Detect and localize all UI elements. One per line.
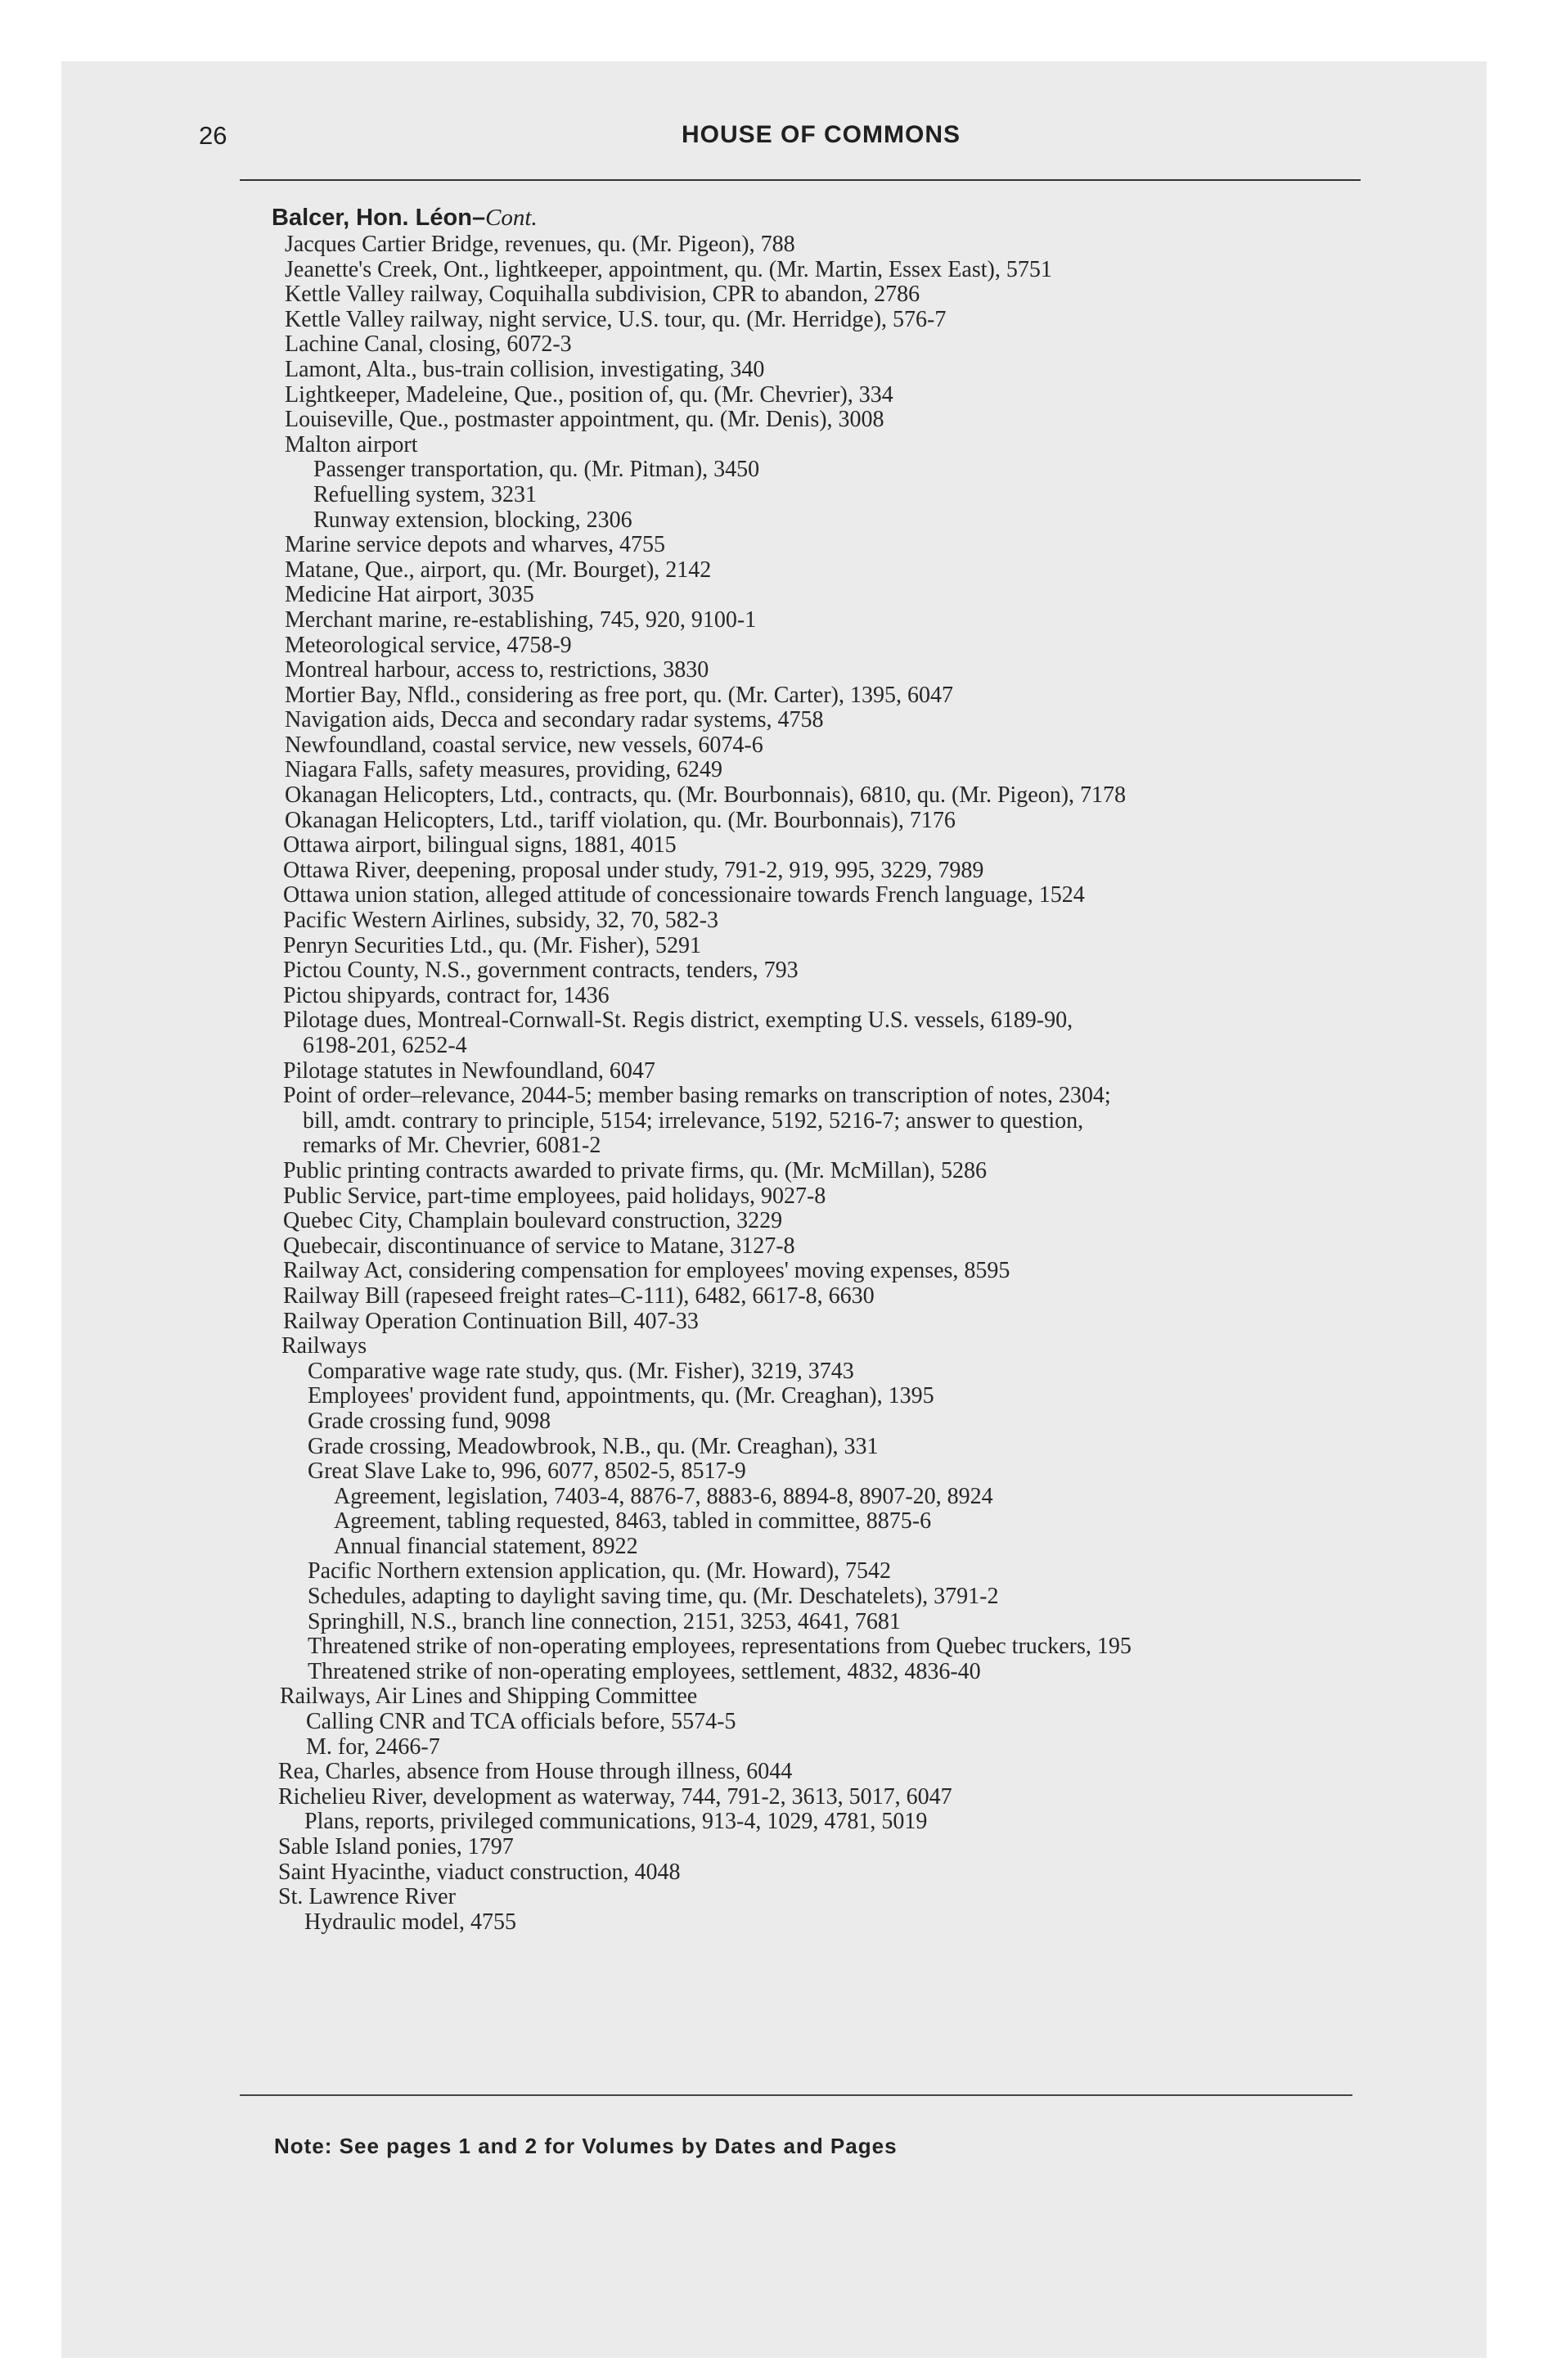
index-entry: Public printing contracts awarded to private firms, qu. (Mr. McMillan), 5286 — [283, 1157, 988, 1183]
index-subentry: Grade crossing, Meadowbrook, N.B., qu. (Mr. Creaghan), 331 — [308, 1433, 879, 1459]
index-entry: Marine service depots and wharves, 4755 — [285, 532, 665, 558]
index-entry: Okanagan Helicopters, Ltd., tariff violation, qu. (Mr. Bourbonnais), 7176 — [285, 807, 956, 833]
index-entry: Kettle Valley railway, Coquihalla subdivision, CPR to abandon, 2786 — [285, 282, 920, 308]
index-entry: St. Lawrence River — [278, 1884, 456, 1910]
index-entry: Okanagan Helicopters, Ltd., contracts, qu. (Mr. Bourbonnais), 6810, qu. (Mr. Pigeon), 7178 — [285, 782, 1127, 809]
index-entry: Railway Act, considering compensation for employees' moving expenses, 8595 — [283, 1258, 1010, 1284]
index-entry: Saint Hyacinthe, viaduct construction, 4048 — [278, 1859, 681, 1885]
index-entry: Meteorological service, 4758-9 — [285, 632, 572, 658]
index-subentry: Employees' provident fund, appointments, qu. (Mr. Creaghan), 1395 — [308, 1383, 934, 1409]
index-subentry: Schedules, adapting to daylight saving time, qu. (Mr. Deschatelets), 3791-2 — [308, 1584, 999, 1610]
index-entry: Public Service, part-time employees, paid holidays, 9027-8 — [283, 1183, 826, 1209]
index-subentry: Plans, reports, privileged communications, 913-4, 1029, 4781, 5019 — [304, 1809, 928, 1835]
index-entry: Pilotage statutes in Newfoundland, 6047 — [283, 1057, 655, 1084]
index-entry: Ottawa River, deepening, proposal under study, 791-2, 919, 995, 3229, 7989 — [283, 857, 984, 883]
index-heading — [272, 205, 538, 232]
index-entry: Pacific Western Airlines, subsidy, 32, 70, 582-3 — [283, 908, 719, 934]
index-entry: Penryn Securities Ltd., qu. (Mr. Fisher), 5291 — [283, 932, 701, 958]
index-subentry: M. for, 2466-7 — [306, 1733, 440, 1760]
index-entry: Pilotage dues, Montreal-Cornwall-St. Regis district, exempting U.S. vessels, 6189-90, — [283, 1007, 1073, 1034]
page-title: HOUSE OF COMMONS — [682, 121, 961, 148]
index-entry: Sable Island ponies, 1797 — [278, 1834, 514, 1859]
index-subentry: Springhill, N.S., branch line connection, 2151, 3253, 4641, 7681 — [308, 1608, 901, 1634]
index-entry: Quebecair, discontinuance of service to Matane, 3127-8 — [283, 1233, 795, 1259]
index-subentry: Hydraulic model, 4755 — [304, 1909, 516, 1935]
index-sub-subentry: Agreement, legislation, 7403-4, 8876-7, 8883-6, 8894-8, 8907-20, 8924 — [334, 1483, 993, 1509]
index-entry: Niagara Falls, safety measures, providing, 6249 — [285, 757, 722, 783]
index-entry-continuation: 6198-201, 6252-4 — [303, 1033, 467, 1058]
header-rule — [240, 179, 1361, 181]
index-subentry: Comparative wage rate study, qus. (Mr. Fisher), 3219, 3743 — [308, 1358, 854, 1384]
index-entry: Jacques Cartier Bridge, revenues, qu. (Mr. Pigeon), 788 — [285, 232, 795, 257]
index-entry: Louiseville, Que., postmaster appointment, qu. (Mr. Denis), 3008 — [285, 407, 884, 433]
index-entry: Montreal harbour, access to, restrictions, 3830 — [285, 657, 709, 683]
index-entry: Malton airport — [285, 431, 418, 458]
index-entry: Pictou shipyards, contract for, 1436 — [283, 982, 610, 1008]
index-entry-continuation: bill, amdt. contrary to principle, 5154; irrelevance, 5192, 5216-7; answer to question, — [303, 1107, 1084, 1134]
index-subentry: Pacific Northern extension application, qu. (Mr. Howard), 7542 — [308, 1558, 892, 1584]
index-entry: Pictou County, N.S., government contracts, tenders, 793 — [283, 958, 799, 984]
index-entry: Kettle Valley railway, night service, U.S. tour, qu. (Mr. Herridge), 576-7 — [285, 306, 947, 332]
index-subentry: Threatened strike of non-operating employees, representations from Quebec truckers, 195 — [308, 1634, 1132, 1660]
index-entry: Mortier Bay, Nfld., considering as free port, qu. (Mr. Carter), 1395, 6047 — [285, 682, 953, 708]
index-entry: Railways, Air Lines and Shipping Committee — [280, 1684, 698, 1710]
index-entry: Lightkeeper, Madeleine, Que., position of, qu. (Mr. Chevrier), 334 — [285, 381, 893, 408]
index-entry: Lamont, Alta., bus-train collision, investigating, 340 — [285, 356, 765, 382]
index-entry: Matane, Que., airport, qu. (Mr. Bourget), 2142 — [285, 557, 712, 583]
index-entry: Railway Bill (rapeseed freight rates–C-111), 6482, 6617-8, 6630 — [283, 1282, 875, 1309]
footer-rule — [240, 2094, 1352, 2096]
heading-continued: Cont. — [485, 205, 538, 231]
index-entry: Point of order–relevance, 2044-5; member basing remarks on transcription of notes, 2304; — [283, 1083, 1111, 1109]
index-entry: Railway Operation Continuation Bill, 407-33 — [283, 1308, 699, 1334]
index-entry: Jeanette's Creek, Ont., lightkeeper, appointment, qu. (Mr. Martin, Essex East), 5751 — [285, 256, 1052, 282]
footer-note: Note: See pages 1 and 2 for Volumes by Dates and Pages — [274, 2134, 898, 2158]
index-subentry: Runway extension, blocking, 2306 — [313, 507, 632, 533]
index-subentry: Grade crossing fund, 9098 — [308, 1408, 551, 1434]
index-subentry: Calling CNR and TCA officials before, 5574-5 — [306, 1709, 736, 1735]
page-header — [199, 121, 1426, 170]
index-subentry: Great Slave Lake to, 996, 6077, 8502-5, 8517-9 — [308, 1458, 746, 1485]
index-subentry: Passenger transportation, qu. (Mr. Pitman), 3450 — [313, 457, 760, 483]
index-entry: Lachine Canal, closing, 6072-3 — [285, 331, 572, 358]
index-sub-subentry: Annual financial statement, 8922 — [334, 1533, 638, 1559]
heading-name: Balcer, Hon. Léon– — [272, 205, 486, 231]
index-entry-continuation: remarks of Mr. Chevrier, 6081-2 — [303, 1133, 601, 1159]
index-entries — [0, 232, 1548, 1935]
index-entry: Quebec City, Champlain boulevard construction, 3229 — [283, 1208, 783, 1234]
index-sub-subentry: Agreement, tabling requested, 8463, tabled in committee, 8875-6 — [334, 1508, 932, 1535]
index-entry: Richelieu River, development as waterway, 744, 791-2, 3613, 5017, 6047 — [278, 1783, 952, 1810]
index-entry: Newfoundland, coastal service, new vessels, 6074-6 — [285, 732, 763, 758]
index-entry: Rea, Charles, absence from House through illness, 6044 — [278, 1759, 793, 1785]
index-entry: Ottawa airport, bilingual signs, 1881, 4015 — [283, 832, 677, 859]
index-entry: Ottawa union station, alleged attitude of concessionaire towards French language, 1524 — [283, 882, 1085, 908]
index-entry: Navigation aids, Decca and secondary radar systems, 4758 — [285, 707, 824, 733]
index-entry: Merchant marine, re-establishing, 745, 920, 9100-1 — [285, 606, 757, 633]
index-entry: Medicine Hat airport, 3035 — [285, 582, 534, 608]
index-subentry: Threatened strike of non-operating employees, settlement, 4832, 4836-40 — [308, 1658, 981, 1684]
page-number: 26 — [199, 121, 227, 150]
index-entry: Railways — [281, 1333, 367, 1359]
index-subentry: Refuelling system, 3231 — [313, 481, 537, 507]
